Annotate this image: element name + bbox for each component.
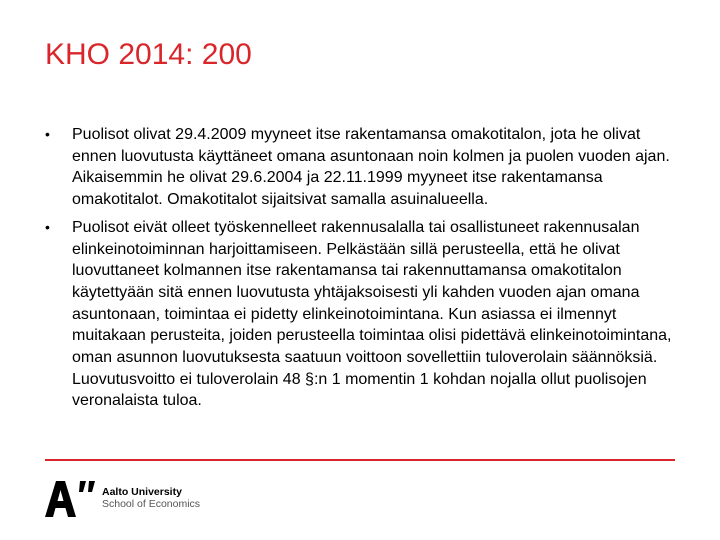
slide-title: KHO 2014: 200: [45, 38, 252, 71]
footer-divider: [45, 459, 675, 461]
bullet-marker: •: [45, 218, 50, 235]
bullet-list: [45, 124, 675, 418]
logo-school-name: School of Economics: [102, 498, 201, 510]
aalto-a-logo-icon: [45, 479, 100, 517]
bullet-item: [45, 217, 675, 412]
bullet-item: [45, 124, 675, 211]
bullet-marker: •: [45, 126, 50, 142]
aalto-logo: [45, 478, 200, 518]
logo-university-name: Aalto University: [102, 486, 182, 498]
logo-text: [102, 486, 200, 510]
bullet-text: Puolisot eivät olleet työskennelleet rakennusalalla tai osallistuneet rakennusalan elinkeinotoiminnan harjoittamiseen. Pelkästään sillä perusteella, että he olivat luovuttaneet kolmannen itse rakentamansa tai rakennuttamansa omakotitalon käytettyään sitä ennen luovutusta yhtäjaksoisesti yli kahden vuoden ajan omana asuntonaan, toimintaa ei pidetty elinkeinotoimintana. Kun asiassa ei ilmennyt muitakaan perusteita, joiden perusteella toimintaa olisi pidettävä elinkeinotoimintana, oman asunnon luovutuksesta saatuun voittoon sovellettiin tuloverolain säännöksiä. Luovutusvoitto ei tuloverolain 48 §:n 1 momentin 1 kohdan nojalla ollut puolisojen veronalaista tuloa.: [72, 218, 672, 410]
bullet-text: Puolisot olivat 29.4.2009 myyneet itse rakentamansa omakotitalon, jota he olivat ennen luovutusta käyttäneet omana asuntonaan noin kolmen ja puolen vuoden ajan. Aikaisemmin he olivat 29.6.2004 ja 22.11.1999 myyneet itse rakentamansa omakotitalot. Omakotitalot sijaitsivat samalla asuinalueella.: [72, 126, 670, 209]
